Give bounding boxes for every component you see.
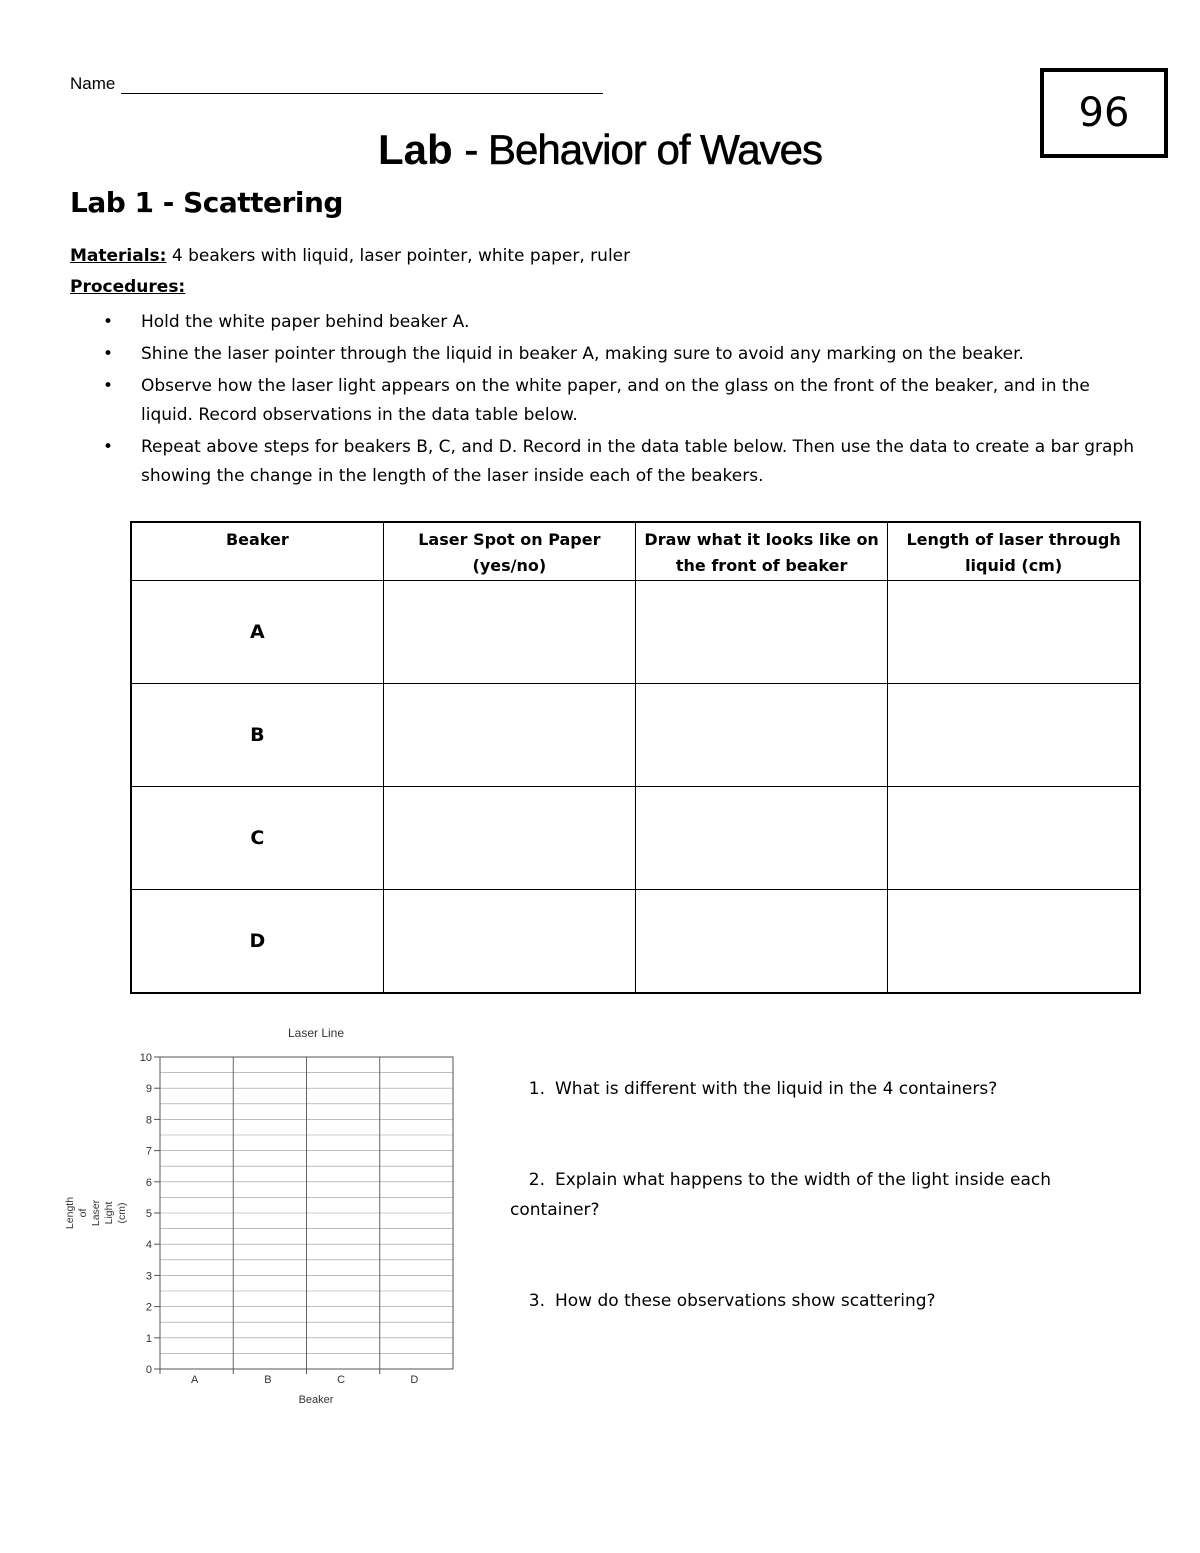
- chart-y-axis-label: [64, 1197, 128, 1229]
- procedures-label: Procedures:: [70, 277, 186, 297]
- chart-y-tick-label: 7: [145, 1145, 152, 1158]
- length-cell[interactable]: [888, 581, 1140, 684]
- chart-y-label-line: Laser: [90, 1199, 102, 1227]
- chart-y-tick-label: 3: [145, 1270, 152, 1283]
- chart-svg: [60, 1018, 480, 1418]
- chart-y-label-line: (cm): [116, 1202, 128, 1224]
- question-text: How do these observations show scattering?: [555, 1291, 936, 1311]
- laser-spot-cell[interactable]: [383, 581, 635, 684]
- title-rest: - Behavior of Waves: [464, 126, 822, 173]
- chart-x-tick-label: A: [190, 1374, 199, 1386]
- chart-y-tick-label: 10: [139, 1052, 152, 1064]
- procedure-item: [100, 372, 1140, 430]
- drawing-cell[interactable]: [636, 581, 888, 684]
- procedure-text: Hold the white paper behind beaker A.: [141, 312, 470, 332]
- procedure-item: [100, 340, 1140, 369]
- chart-title: Laser Line: [287, 1026, 345, 1040]
- beaker-label: B: [131, 684, 383, 787]
- question-number: 3.: [528, 1291, 545, 1311]
- chart-y-label-line: Light: [103, 1201, 115, 1225]
- chart-y-tick-label: 5: [145, 1208, 152, 1220]
- question-3: [510, 1286, 1130, 1316]
- page-title: [0, 124, 1200, 176]
- name-label: Name: [70, 74, 116, 93]
- beaker-label: A: [131, 581, 383, 684]
- procedure-text: Repeat above steps for beakers B, C, and D. Record in the data table below. Then use the data to create a bar graph showing the change in the length of the laser inside each of the beakers.: [141, 437, 1134, 486]
- procedure-text: Observe how the laser light appears on the white paper, and on the glass on the front of the beaker, and in the liquid. Record observations in the data table below.: [141, 376, 1090, 425]
- title-bold: Lab: [378, 126, 453, 173]
- materials-line: [70, 246, 630, 266]
- chart-x-axis-label: Beaker: [298, 1394, 334, 1406]
- question-2: [510, 1165, 1130, 1225]
- chart-x-tick-label: D: [410, 1374, 419, 1386]
- chart-y-tick-label: 9: [145, 1083, 152, 1096]
- chart-y-label-line: of: [77, 1208, 89, 1218]
- length-cell[interactable]: [888, 684, 1140, 787]
- procedures-label-line: [70, 277, 185, 297]
- question-text: What is different with the liquid in the 4 containers?: [555, 1079, 998, 1099]
- chart-y-tick-label: 6: [145, 1176, 152, 1189]
- header-length: Length of laser through liquid (cm): [888, 522, 1140, 581]
- chart-y-label-group: [64, 1197, 128, 1229]
- beaker-label: C: [131, 787, 383, 890]
- procedure-list: [100, 308, 1140, 494]
- data-table: [130, 521, 1141, 994]
- procedure-item: [100, 433, 1140, 491]
- chart-x-tick-label: B: [264, 1374, 272, 1386]
- chart-x-ticks: [160, 1369, 418, 1386]
- chart-y-tick-label: 1: [145, 1332, 152, 1345]
- question-number: 2.: [528, 1170, 545, 1190]
- procedure-item: [100, 308, 1140, 337]
- chart-y-tick-label: 2: [145, 1301, 152, 1314]
- table-header-row: [131, 522, 1140, 581]
- header-laser-spot: Laser Spot on Paper (yes/no): [383, 522, 635, 581]
- header-draw: Draw what it looks like on the front of beaker: [636, 522, 888, 581]
- bullet-icon: •: [103, 376, 114, 396]
- materials-label: Materials:: [70, 246, 167, 266]
- chart-y-label-line: Length: [64, 1196, 76, 1230]
- bullet-icon: •: [103, 437, 114, 457]
- drawing-cell[interactable]: [636, 890, 888, 994]
- laser-spot-cell[interactable]: [383, 890, 635, 994]
- drawing-cell[interactable]: [636, 787, 888, 890]
- bullet-icon: •: [103, 312, 114, 332]
- materials-text: 4 beakers with liquid, laser pointer, white paper, ruler: [171, 246, 631, 266]
- question-1: [510, 1074, 1130, 1104]
- procedure-text: Shine the laser pointer through the liquid in beaker A, making sure to avoid any marking on the beaker.: [141, 344, 1024, 364]
- table-row: [131, 581, 1140, 684]
- length-cell[interactable]: [888, 787, 1140, 890]
- question-number: 1.: [528, 1079, 545, 1099]
- bullet-icon: •: [103, 344, 114, 364]
- name-field[interactable]: [70, 74, 603, 94]
- chart-y-tick-label: 4: [145, 1239, 152, 1252]
- table-row: [131, 890, 1140, 994]
- question-text: Explain what happens to the width of the light inside each container?: [510, 1170, 1052, 1220]
- chart-y-ticks: [140, 1052, 160, 1376]
- table-row: [131, 684, 1140, 787]
- chart-y-tick-label: 0: [145, 1364, 152, 1376]
- table-row: [131, 787, 1140, 890]
- laser-line-chart: [60, 1018, 480, 1418]
- laser-spot-cell[interactable]: [383, 684, 635, 787]
- lab-heading: Lab 1 - Scattering: [70, 186, 343, 219]
- chart-x-tick-label: C: [337, 1374, 346, 1386]
- page-number: 96: [1078, 90, 1130, 136]
- name-blank-line[interactable]: [121, 75, 603, 94]
- chart-y-tick-label: 8: [145, 1114, 152, 1127]
- laser-spot-cell[interactable]: [383, 787, 635, 890]
- drawing-cell[interactable]: [636, 684, 888, 787]
- header-beaker: Beaker: [131, 522, 383, 581]
- beaker-label: D: [131, 890, 383, 994]
- length-cell[interactable]: [888, 890, 1140, 994]
